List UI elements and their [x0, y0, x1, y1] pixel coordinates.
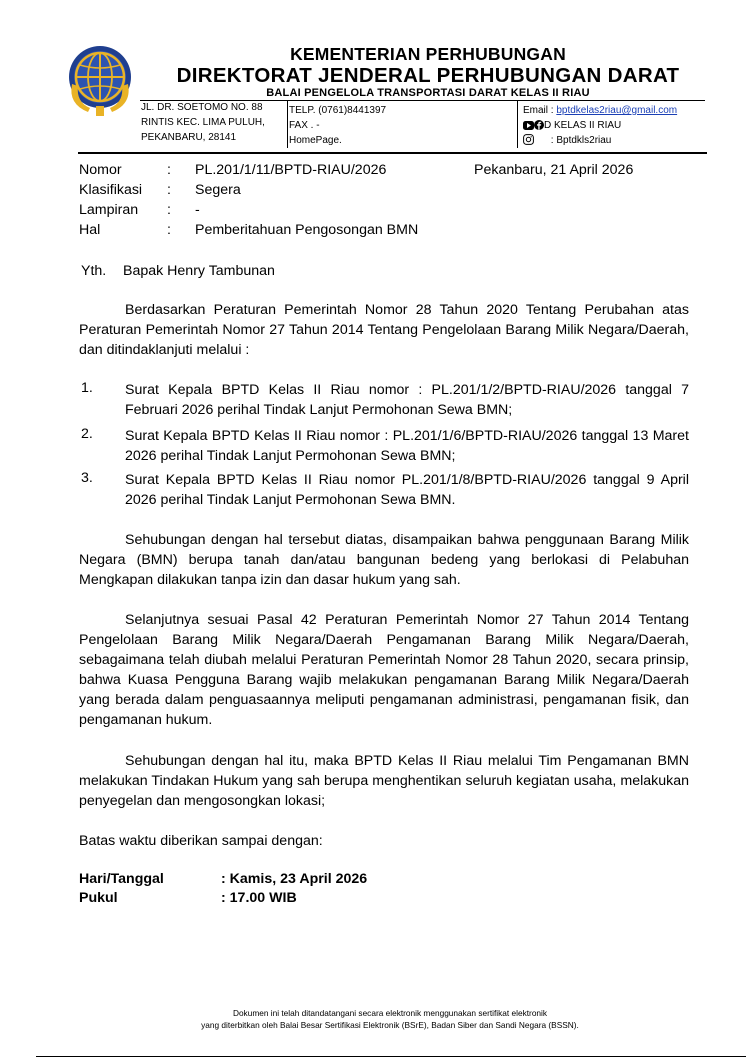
list-number: 3.: [81, 470, 93, 486]
address-line: JL. DR. SOETOMO NO. 88: [141, 102, 263, 113]
deadline-time-label: Pukul: [79, 890, 118, 906]
list-number: 2.: [81, 426, 93, 442]
office-contacts: [289, 103, 515, 148]
hal-value: Pemberitahuan Pengosongan BMN: [195, 222, 419, 238]
ministry-logo: [66, 44, 134, 118]
colon: :: [167, 182, 171, 198]
paragraph-2: Sehubungan dengan hal tersebut diatas, disampaikan bahwa penggunaan Barang Milik Negara (BMN) berupa tanah dan/atau bangunan bedeng yang berlokasi di Pelabuhan Mengkapan dilakukan tanpa izin dan dasar hukum yang sah.: [79, 532, 689, 588]
email-link[interactable]: bptdkelas2riau@gmail.com: [556, 105, 678, 116]
bottom-rule: [36, 1056, 746, 1057]
phone: TELP. (0761)8441397: [289, 105, 387, 116]
header-column-divider: [517, 100, 518, 148]
intro-paragraph: Berdasarkan Peraturan Pemerintah Nomor 28 Tahun 2020 Tentang Perubahan atas Peraturan Pemerintah Nomor 27 Tahun 2014 Tentang Pengelolaan Barang Milik Negara/Daerah, dan ditindaklanjuti melalui :: [79, 302, 689, 358]
office-name: BALAI PENGELOLA TRANSPORTASI DARAT KELAS II RIAU: [266, 87, 590, 99]
paragraph-5: Batas waktu diberikan sampai dengan:: [79, 833, 323, 849]
footer-note: [100, 1007, 680, 1031]
paragraph-4: Sehubungan dengan hal itu, maka BPTD Kelas II Riau melalui Tim Pengamanan BMN melakukan Tindakan Hukum yang sah berupa menghentikan seluruh kegiatan usaha, melakukan penyegelan dan mengosongkan lokasi;: [79, 753, 689, 809]
deadline-day-label: Hari/Tanggal: [79, 871, 164, 887]
social-handle: D KELAS II RIAU: [544, 120, 622, 131]
email-label: Email :: [523, 105, 557, 116]
footer-line: Dokumen ini telah ditandatangani secara elektronik menggunakan sertifikat elektronik: [232, 1008, 548, 1018]
colon: :: [167, 162, 171, 178]
lampiran-label: Lampiran: [79, 202, 139, 218]
hal-label: Hal: [79, 222, 101, 238]
instagram-row: [523, 133, 723, 148]
office-online: [523, 103, 723, 148]
instagram-handle: : Bptdkls2riau: [550, 135, 612, 146]
ministry-name: KEMENTERIAN PERHUBUNGAN: [290, 44, 566, 64]
footer-line: yang diterbitkan oleh Balai Besar Sertifikasi Elektronik (BSrE), Badan Siber dan Sandi Negara (BSSN).: [201, 1020, 579, 1030]
deadline-time-value: : 17.00 WIB: [221, 890, 297, 906]
address-line: PEKANBARU, 28141: [141, 132, 237, 143]
place-date: Pekanbaru, 21 April 2026: [474, 162, 634, 178]
office-address: [141, 100, 286, 145]
colon: :: [167, 202, 171, 218]
social-row: [523, 118, 723, 133]
letterhead-rule: [78, 152, 707, 154]
klasifikasi-value: Segera: [195, 182, 241, 198]
colon: :: [167, 222, 171, 238]
directorate-name: DIREKTORAT JENDERAL PERHUBUNGAN DARAT: [176, 64, 680, 87]
youtube-icon: [523, 121, 534, 130]
klasifikasi-label: Klasifikasi: [79, 182, 143, 198]
yth: Yth.: [81, 263, 107, 279]
facebook-icon: [534, 120, 544, 130]
list-item: Surat Kepala BPTD Kelas II Riau nomor PL.201/1/8/BPTD-RIAU/2026 tanggal 9 April 2026 perihal Tindak Lanjut Permohonan Sewa BMN.: [125, 472, 689, 508]
deadline-day-value: : Kamis, 23 April 2026: [221, 871, 368, 887]
list-item: Surat Kepala BPTD Kelas II Riau nomor : PL.201/1/6/BPTD-RIAU/2026 tanggal 13 Maret 2026 perihal Tindak Lanjut Permohonan Sewa BMN;: [125, 428, 689, 464]
nomor-label: Nomor: [79, 162, 122, 178]
fax: FAX . -: [289, 120, 320, 131]
list-item: Surat Kepala BPTD Kelas II Riau nomor : PL.201/1/2/BPTD-RIAU/2026 tanggal 7 Februari 2026 perihal Tindak Lanjut Permohonan Sewa BMN;: [125, 382, 689, 418]
email-row: [523, 103, 723, 118]
recipient-name: Bapak Henry Tambunan: [123, 263, 275, 279]
header-column-divider: [287, 100, 288, 148]
instagram-icon: [523, 134, 534, 145]
address-line: RINTIS KEC. LIMA PULUH,: [141, 117, 265, 128]
paragraph-3: Selanjutnya sesuai Pasal 42 Peraturan Pemerintah Nomor 27 Tahun 2014 Tentang Pengelolaan Barang Milik Negara/Daerah Pengamanan Barang Milik Negara/Daerah, sebagaimana telah diubah melalui Peraturan Pemerintah Nomor 28 Tahun 2020, secara prinsip, bahwa Kuasa Pengguna Barang wajib melakukan pengamanan Barang Milik Negara/Daerah yang berada dalam penguasaannya meliputi pengamanan administrasi, pengamanan fisik, dan pengamanan hukum.: [79, 612, 689, 728]
homepage: HomePage.: [289, 135, 342, 146]
list-number: 1.: [81, 380, 93, 396]
lampiran-value: -: [195, 202, 200, 218]
nomor-value: PL.201/1/11/BPTD-RIAU/2026: [195, 162, 387, 178]
